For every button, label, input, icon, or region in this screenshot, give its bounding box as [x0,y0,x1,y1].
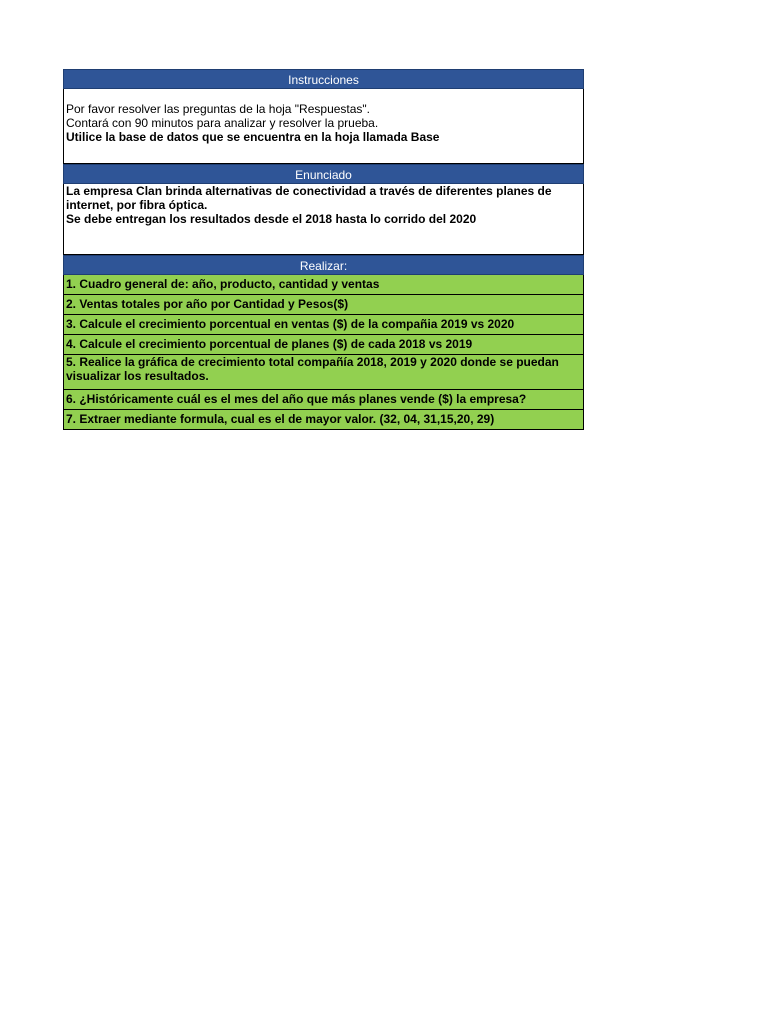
enunciado-line: La empresa Clan brinda alternativas de conectividad a través de diferentes planes de internet, por fibra óptica. [66,184,552,212]
instrucciones-line: Utilice la base de datos que se encuentra en la hoja llamada Base [66,130,440,144]
instrucciones-line: Por favor resolver las preguntas de la hoja "Respuestas". [66,102,371,116]
task-row: 1. Cuadro general de: año, producto, cantidad y ventas [63,275,584,295]
task-row: 7. Extraer mediante formula, cual es el de mayor valor. (32, 04, 31,15,20, 29) [63,410,584,430]
task-row: 4. Calcule el crecimiento porcentual de planes ($) de cada 2018 vs 2019 [63,335,584,355]
spreadsheet-sheet [63,69,584,430]
enunciado-box [63,184,584,255]
task-row: 2. Ventas totales por año por Cantidad y Pesos($) [63,295,584,315]
instrucciones-line: Contará con 90 minutos para analizar y resolver la prueba. [66,116,379,130]
realizar-header: Realizar: [63,255,584,275]
task-row: 5. Realice la gráfica de crecimiento total compañía 2018, 2019 y 2020 donde se puedan visualizar los resultados. [63,355,584,390]
instrucciones-header: Instrucciones [63,69,584,89]
task-row: 6. ¿Históricamente cuál es el mes del año que más planes vende ($) la empresa? [63,390,584,410]
instrucciones-box [63,89,584,164]
enunciado-line: Se debe entregan los resultados desde el 2018 hasta lo corrido del 2020 [66,212,477,226]
task-row: 3. Calcule el crecimiento porcentual en ventas ($) de la compañia 2019 vs 2020 [63,315,584,335]
enunciado-header: Enunciado [63,164,584,184]
